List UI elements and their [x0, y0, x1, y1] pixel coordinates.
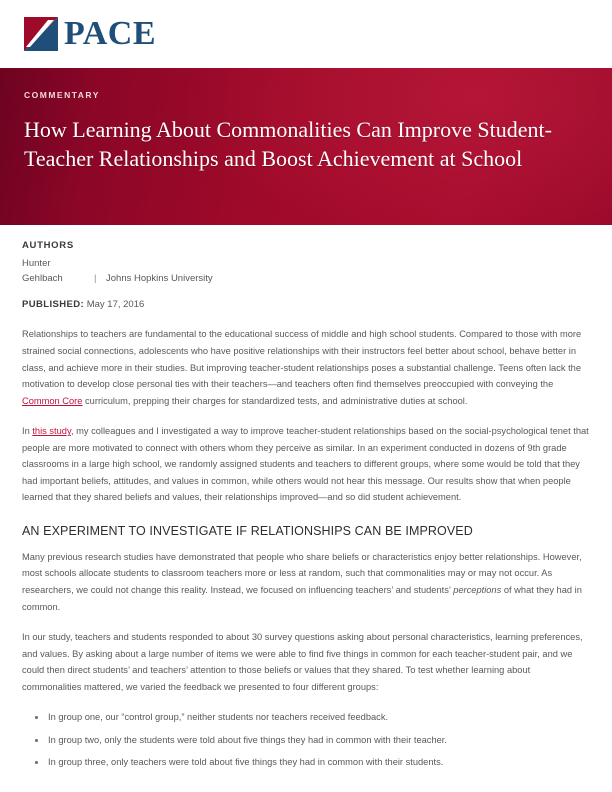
common-core-link[interactable]: Common Core: [22, 395, 83, 406]
author-affiliation-separator: |: [94, 272, 97, 284]
authors-label: AUTHORS: [22, 240, 74, 251]
author-affiliation-column: [94, 257, 592, 286]
author-name-line-2: Gehlbach: [22, 272, 63, 284]
paragraph-2-text-b: , my colleagues and I investigated a way to improve teacher-student relationships based on the social-psychological tenet that people are more motivated to connect with others whom they perceive as similar. In an experiment conducted in dozens of 9th grade classrooms in a large high school, we randomly assigned students and teachers to different groups, where some would be told that they had important beliefs, attitudes, and values in common, while others would not hear this message. Our results show that when people learned that they shared beliefs and values, their relationships improved—and so did student achievement.: [22, 426, 589, 503]
list-item: In group one, our “control group,” neither students nor teachers received feedback.: [48, 709, 592, 726]
paragraph-2-text-a: In: [22, 426, 33, 437]
page-title: How Learning About Commonalities Can Improve Student-Teacher Relationships and Boost Achievement at School: [24, 117, 552, 171]
article-hero-banner: [0, 68, 612, 225]
article-content: [0, 225, 612, 771]
article-meta: [22, 240, 592, 310]
paragraph-2: [22, 423, 592, 506]
list-item: In group three, only teachers were told about five things they had in common with their students.: [48, 754, 592, 771]
paragraph-4: In our study, teachers and students responded to about 30 survey questions asking about personal characteristics, learning preferences, and values. By asking about a large number of items we were able to find five things in common for each teacher-student pair, and we could then direct students’ and teachers’ attention to those beliefs or values that they shared. To test whether learning about commonalities mattered, we varied the feedback we presented to four different groups:: [22, 632, 583, 692]
paragraph-3-text-a: Many previous research studies have demonstrated that people who share beliefs or characteristics enjoy better relationships. However, most schools allocate students to classroom teachers more or less at random, such that commonalities may or may not occur. As researchers, we could not change this reality. Instead, we focused on influencing teachers’ and students’: [22, 551, 582, 595]
paragraph-3-emphasis: perceptions: [453, 585, 502, 595]
pace-logo[interactable]: [24, 17, 156, 51]
affiliation-alignment-spacer: [94, 257, 592, 272]
paragraph-3-text-b: of what they had in common.: [22, 585, 582, 612]
paragraph-1-text-a: Relationships to teachers are fundamental to the educational success of middle and high school students. Compared to those with more strained social connections, adolescents who have positive relationships with their instructors feel better about school, behave better in class, and achieve more in their studies. But improving teacher-student relationships poses a substantial challenge. Teens often lack the motivation to develop close personal ties with their teachers—and teachers often find themselves preoccupied with conveying the: [22, 329, 582, 390]
article-body: [22, 326, 592, 770]
published-date: May 17, 2016: [86, 299, 145, 311]
this-study-link[interactable]: this study: [32, 426, 71, 437]
paragraph-3: [22, 549, 592, 615]
published-label: PUBLISHED:: [22, 299, 85, 311]
author-name: [22, 257, 94, 286]
site-masthead: [0, 0, 612, 68]
pace-diagonal-square-logo-icon: [24, 17, 58, 51]
author-affiliation: Johns Hopkins University: [106, 272, 213, 284]
paragraph-1-text-b: curriculum, prepping their charges for standardized tests, and administrative duties at school.: [82, 395, 468, 406]
author-entry: [22, 257, 592, 286]
experiment-groups-list: [22, 709, 592, 771]
author-name-line-1: Hunter: [22, 258, 51, 269]
content-type-kicker: COMMENTARY: [24, 90, 100, 100]
list-item: In group two, only the students were told about five things they had in common with their teacher.: [48, 732, 592, 749]
published-line: [22, 299, 592, 310]
section-heading-experiment: AN EXPERIMENT TO INVESTIGATE IF RELATIONSHIPS CAN BE IMPROVED: [22, 523, 473, 538]
pace-wordmark: PACE: [64, 15, 157, 52]
paragraph-1: [22, 326, 592, 409]
